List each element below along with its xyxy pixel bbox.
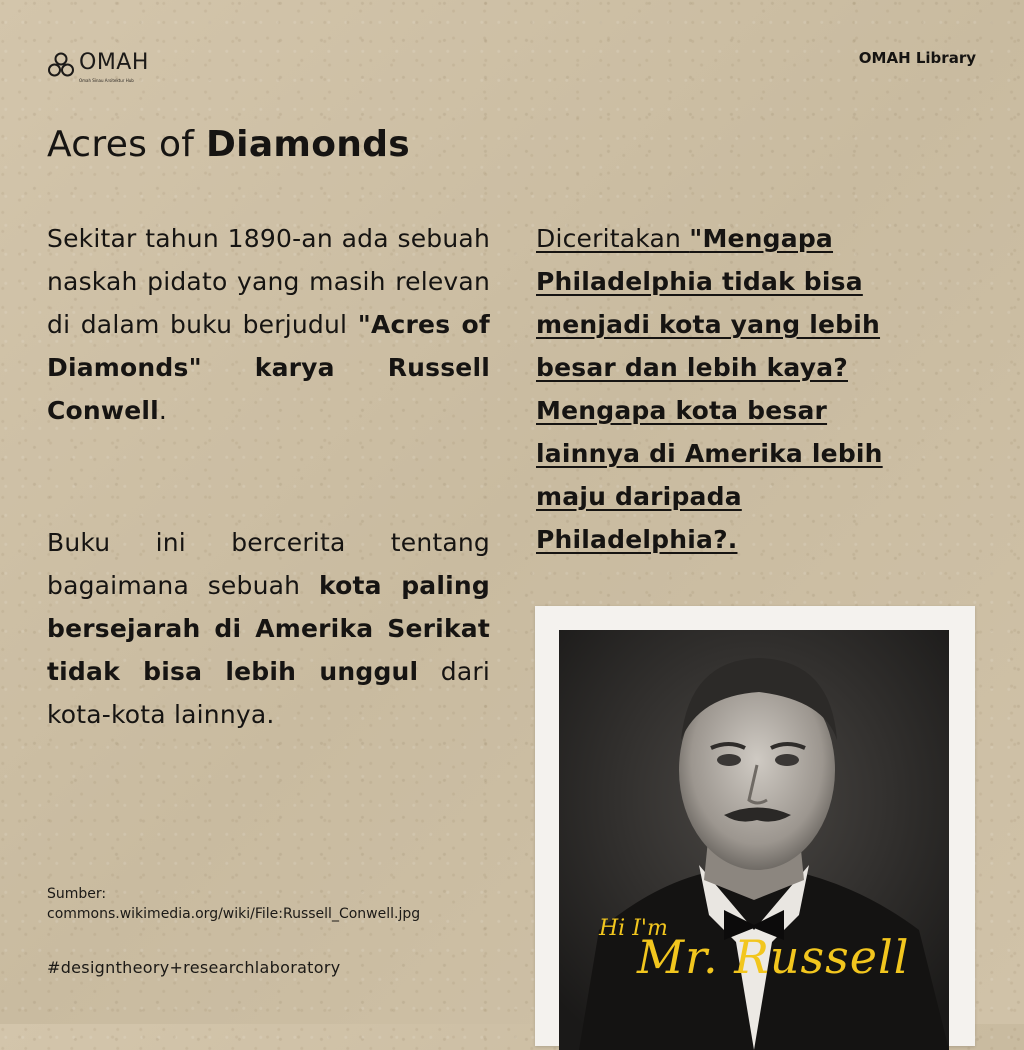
story-paragraph xyxy=(47,521,490,736)
quote-paragraph xyxy=(536,217,936,561)
logo-tagline: Omah Sinau Arsitektur Hub xyxy=(79,78,134,83)
source-credit xyxy=(47,884,420,924)
portrait-frame xyxy=(535,606,975,1046)
hashtag: #designtheory+researchlaboratory xyxy=(47,958,341,977)
brand-label: OMAH Library xyxy=(858,49,976,67)
trefoil-logo-icon xyxy=(47,52,75,78)
caption-signature: Mr. Russell xyxy=(637,930,910,984)
logo-wordmark: OMAH xyxy=(79,50,149,75)
portrait-illustration xyxy=(559,630,949,1050)
quote-lead: Diceritakan xyxy=(536,224,690,253)
title-regular: Acres of xyxy=(47,124,206,165)
intro-text-2: . xyxy=(158,396,168,425)
story-bold: kota paling bersejarah di Amerika Serikat tidak bisa lebih unggul xyxy=(47,571,490,686)
intro-text-1: Sekitar tahun 1890-an ada sebuah naskah pidato yang masih relevan di dalam buku berjudul xyxy=(47,224,490,339)
intro-paragraph xyxy=(47,217,490,432)
title-bold: Diamonds xyxy=(206,124,410,165)
page-title xyxy=(47,124,410,165)
caption-small: Hi I'm xyxy=(599,916,668,941)
story-text-1: Buku ini bercerita tentang bagaimana sebuah xyxy=(47,528,490,600)
intro-bold: "Acres of Diamonds" karya Russell Conwell xyxy=(47,310,490,425)
omah-logo xyxy=(47,50,167,86)
source-url: commons.wikimedia.org/wiki/File:Russell_Conwell.jpg xyxy=(47,906,421,922)
story-text-2: dari kota-kota lainnya. xyxy=(47,657,490,729)
quote-bold: "Mengapa Philadelphia tidak bisa menjadi kota yang lebih besar dan lebih kaya? Mengapa kota besar lainnya di Amerika lebih maju daripada Philadelphia?. xyxy=(536,224,883,554)
portrait-photo xyxy=(559,630,949,1050)
source-label: Sumber: xyxy=(47,886,107,902)
